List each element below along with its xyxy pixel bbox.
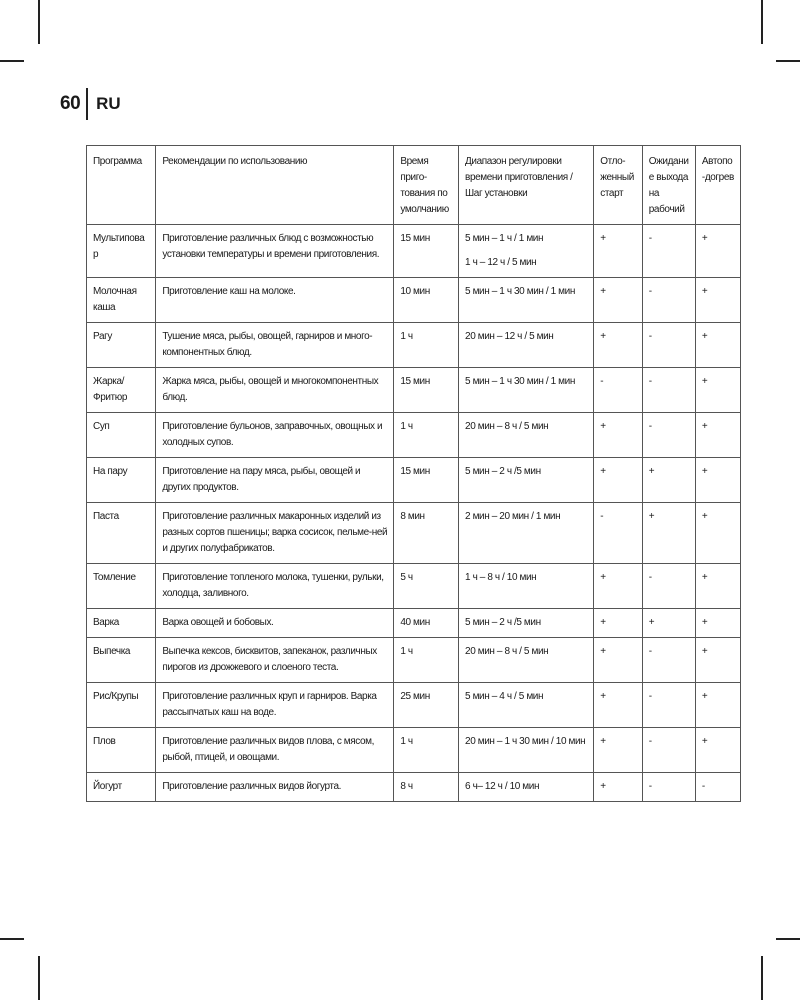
cell-range: 5 мин – 1 ч 30 мин / 1 мин xyxy=(459,278,594,323)
cell-default-time: 15 мин xyxy=(394,458,459,503)
cell-recommendation: Приготовление на пару мяса, рыбы, овощей и других продуктов. xyxy=(156,458,394,503)
cell-wait-mode: - xyxy=(642,278,695,323)
column-header-wait-mode: Ожидание выхода на рабочий xyxy=(642,146,695,225)
cell-program: На пару xyxy=(87,458,156,503)
cell-recommendation: Выпечка кексов, бисквитов, запеканок, различных пирогов из дрожжевого и слоеного теста. xyxy=(156,638,394,683)
cell-wait-mode: - xyxy=(642,773,695,802)
cell-auto-heat: + xyxy=(695,458,740,503)
cell-program: Рис/Крупы xyxy=(87,683,156,728)
cell-range: 5 мин – 2 ч /5 мин xyxy=(459,609,594,638)
cell-delayed-start: + xyxy=(594,728,643,773)
cell-default-time: 25 мин xyxy=(394,683,459,728)
cell-range: 20 мин – 8 ч / 5 мин xyxy=(459,638,594,683)
crop-mark-top-left-horizontal xyxy=(0,60,24,62)
cell-delayed-start: + xyxy=(594,564,643,609)
cell-recommendation: Приготовление бульонов, заправочных, овощных и холодных супов. xyxy=(156,413,394,458)
column-header-default-time: Время приго-тования по умолчанию xyxy=(394,146,459,225)
cell-recommendation: Приготовление различных круп и гарниров. Варка рассыпчатых каш на воде. xyxy=(156,683,394,728)
cell-default-time: 5 ч xyxy=(394,564,459,609)
cell-recommendation: Приготовление различных видов йогурта. xyxy=(156,773,394,802)
cell-wait-mode: - xyxy=(642,368,695,413)
cell-range: 20 мин – 1 ч 30 мин / 10 мин xyxy=(459,728,594,773)
cell-default-time: 8 мин xyxy=(394,503,459,564)
cell-program: Томление xyxy=(87,564,156,609)
cell-program: Суп xyxy=(87,413,156,458)
table-row xyxy=(87,368,741,413)
cell-range: 20 мин – 8 ч / 5 мин xyxy=(459,413,594,458)
cell-wait-mode: + xyxy=(642,458,695,503)
cell-wait-mode: - xyxy=(642,323,695,368)
cell-auto-heat: + xyxy=(695,564,740,609)
cell-program: Паста xyxy=(87,503,156,564)
table-row xyxy=(87,638,741,683)
cell-auto-heat: + xyxy=(695,683,740,728)
cell-default-time: 1 ч xyxy=(394,728,459,773)
cell-recommendation: Приготовление различных блюд с возможностью установки температуры и времени приготовления. xyxy=(156,225,394,278)
cell-auto-heat: + xyxy=(695,278,740,323)
cell-delayed-start: - xyxy=(594,503,643,564)
cell-recommendation: Приготовление каш на молоке. xyxy=(156,278,394,323)
cell-default-time: 1 ч xyxy=(394,638,459,683)
column-header-recommendation: Рекомендации по использованию xyxy=(156,146,394,225)
crop-mark-bottom-left-vertical xyxy=(38,956,40,1000)
crop-mark-top-right-vertical xyxy=(761,0,763,44)
table-row xyxy=(87,773,741,802)
cell-delayed-start: + xyxy=(594,458,643,503)
cell-program: Мультиповар xyxy=(87,225,156,278)
cell-auto-heat: + xyxy=(695,368,740,413)
cell-range: 5 мин – 4 ч / 5 мин xyxy=(459,683,594,728)
cell-recommendation: Тушение мяса, рыбы, овощей, гарниров и много-компонентных блюд. xyxy=(156,323,394,368)
cell-delayed-start: + xyxy=(594,683,643,728)
header-divider xyxy=(86,88,88,120)
cell-program: Варка xyxy=(87,609,156,638)
cell-delayed-start: + xyxy=(594,609,643,638)
cell-recommendation: Жарка мяса, рыбы, овощей и многокомпонентных блюд. xyxy=(156,368,394,413)
cell-auto-heat: + xyxy=(695,503,740,564)
cell-recommendation: Приготовление топленого молока, тушенки, рульки, холодца, заливного. xyxy=(156,564,394,609)
crop-mark-top-left-vertical xyxy=(38,0,40,44)
cell-default-time: 1 ч xyxy=(394,323,459,368)
cell-wait-mode: - xyxy=(642,564,695,609)
cell-wait-mode: + xyxy=(642,609,695,638)
column-header-program: Программа xyxy=(87,146,156,225)
cell-wait-mode: + xyxy=(642,503,695,564)
cell-default-time: 10 мин xyxy=(394,278,459,323)
cell-wait-mode: - xyxy=(642,413,695,458)
cell-program: Йогурт xyxy=(87,773,156,802)
cell-range: 2 мин – 20 мин / 1 мин xyxy=(459,503,594,564)
cell-auto-heat: + xyxy=(695,323,740,368)
cell-default-time: 1 ч xyxy=(394,413,459,458)
cell-range: 20 мин – 12 ч / 5 мин xyxy=(459,323,594,368)
table-row xyxy=(87,278,741,323)
cell-recommendation: Варка овощей и бобовых. xyxy=(156,609,394,638)
page-header xyxy=(60,88,121,120)
cell-delayed-start: + xyxy=(594,225,643,278)
table-header-row xyxy=(87,146,741,225)
table-row xyxy=(87,458,741,503)
cell-delayed-start: + xyxy=(594,278,643,323)
column-header-range: Диапазон регулировки времени приготовления / Шаг установки xyxy=(459,146,594,225)
cell-delayed-start: + xyxy=(594,638,643,683)
crop-mark-top-right-horizontal xyxy=(776,60,800,62)
cell-range: 1 ч – 8 ч / 10 мин xyxy=(459,564,594,609)
language-code: RU xyxy=(96,94,121,113)
cell-auto-heat: + xyxy=(695,728,740,773)
cell-wait-mode: - xyxy=(642,638,695,683)
cell-program: Молочная каша xyxy=(87,278,156,323)
cell-auto-heat: - xyxy=(695,773,740,802)
cell-program: Плов xyxy=(87,728,156,773)
range-value-extra: 1 ч – 12 ч / 5 мин xyxy=(465,257,537,268)
cell-wait-mode: - xyxy=(642,225,695,278)
table-row xyxy=(87,728,741,773)
cell-default-time: 40 мин xyxy=(394,609,459,638)
table-row xyxy=(87,323,741,368)
programs-table xyxy=(86,145,741,802)
cell-delayed-start: - xyxy=(594,368,643,413)
cell-wait-mode: - xyxy=(642,683,695,728)
range-value: 5 мин – 1 ч / 1 мин xyxy=(465,233,544,244)
crop-mark-bottom-left-horizontal xyxy=(0,938,24,940)
cell-recommendation: Приготовление различных макаронных изделий из разных сортов пшеницы; варка сосисок, пельме-ней и других полуфабрикатов. xyxy=(156,503,394,564)
cell-default-time: 15 мин xyxy=(394,368,459,413)
cell-default-time: 8 ч xyxy=(394,773,459,802)
cell-auto-heat: + xyxy=(695,609,740,638)
cell-default-time: 15 мин xyxy=(394,225,459,278)
table-row xyxy=(87,564,741,609)
cell-auto-heat: + xyxy=(695,225,740,278)
table-row xyxy=(87,503,741,564)
cell-program: Выпечка xyxy=(87,638,156,683)
cell-range: 5 мин – 1 ч 30 мин / 1 мин xyxy=(459,368,594,413)
cell-wait-mode: - xyxy=(642,728,695,773)
page-number: 60 xyxy=(60,93,81,114)
cell-auto-heat: + xyxy=(695,638,740,683)
table-row xyxy=(87,225,741,278)
cell-range: 6 ч– 12 ч / 10 мин xyxy=(459,773,594,802)
cell-range: 5 мин – 2 ч /5 мин xyxy=(459,458,594,503)
cell-delayed-start: + xyxy=(594,323,643,368)
cell-delayed-start: + xyxy=(594,413,643,458)
cell-delayed-start: + xyxy=(594,773,643,802)
cell-auto-heat: + xyxy=(695,413,740,458)
table-row xyxy=(87,683,741,728)
cell-program: Рагу xyxy=(87,323,156,368)
crop-mark-bottom-right-vertical xyxy=(761,956,763,1000)
cell-recommendation: Приготовление различных видов плова, с мясом, рыбой, птицей, и овощами. xyxy=(156,728,394,773)
column-header-auto-heat: Автопо-догрев xyxy=(695,146,740,225)
crop-mark-bottom-right-horizontal xyxy=(776,938,800,940)
cell-range xyxy=(459,225,594,278)
cell-program: Жарка/ Фритюр xyxy=(87,368,156,413)
table-row xyxy=(87,609,741,638)
table-row xyxy=(87,413,741,458)
column-header-delayed-start: Отло-женный старт xyxy=(594,146,643,225)
